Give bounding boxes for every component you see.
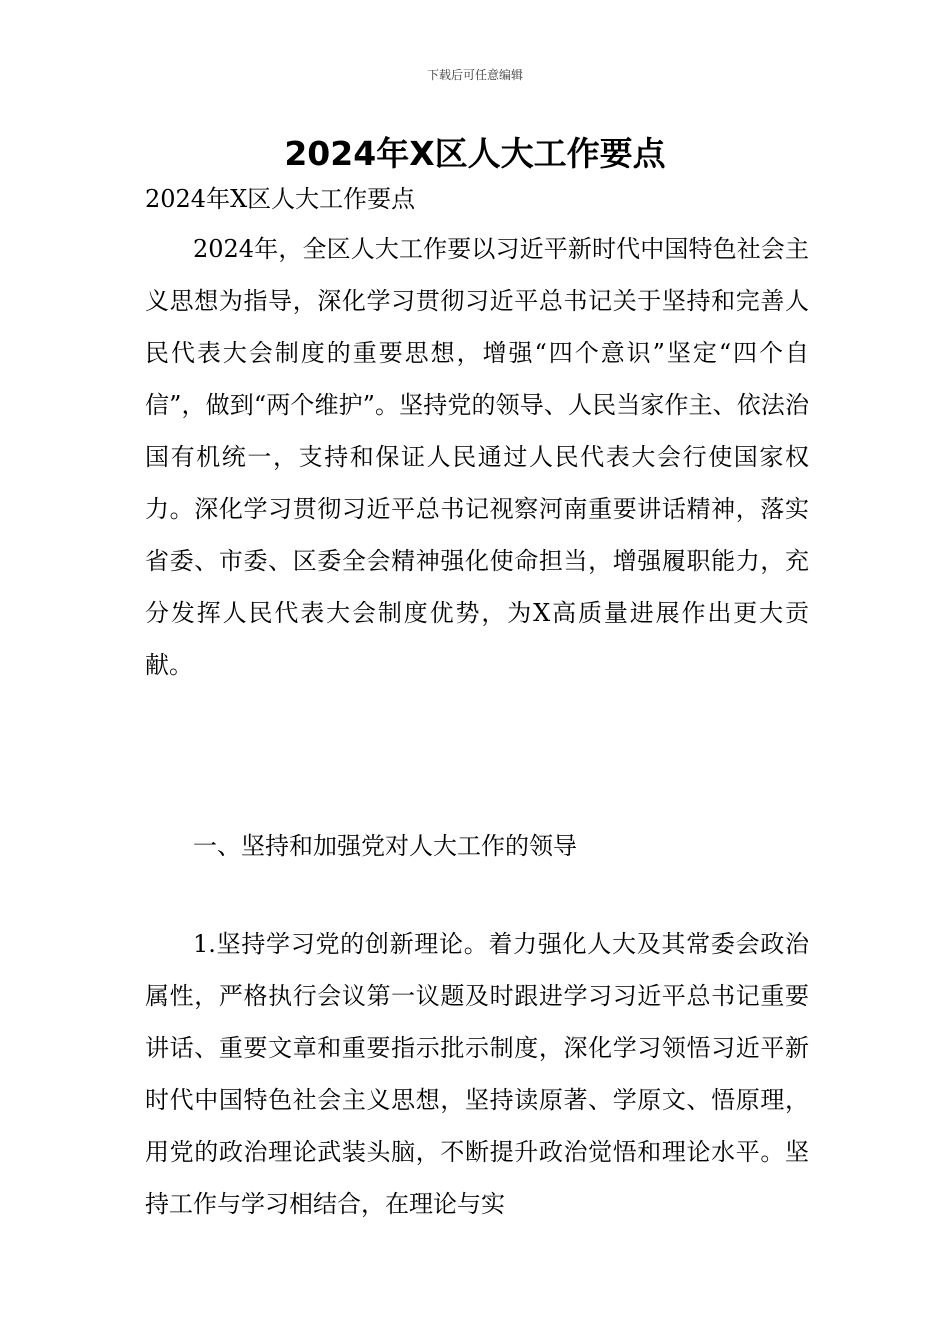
item-paragraph-1: 1.坚持学习党的创新理论。着力强化人大及其常委会政治属性，严格执行会议第一议题及时跟进学习习近平总书记重要讲话、重要文章和重要指示批示制度，深化学习领悟习近平新时代中国特色社会主义思想，坚持读原著、学原文、悟原理，用党的政治理论武装头脑，不断提升政治觉悟和理论水平。坚持工作与学习相结合，在理论与实 xyxy=(145,930,809,1218)
document-subtitle: 2024年X区人大工作要点 xyxy=(145,185,416,213)
intro-paragraph: 2024年，全区人大工作要以习近平新时代中国特色社会主义思想为指导，深化学习贯彻习近平总书记关于坚持和完善人民代表大会制度的重要思想，增强“四个意识”坚定“四个自信”，做到“两个维护”。坚持党的领导、人民当家作主、依法治国有机统一，支持和保证人民通过人民代表大会行使国家权力。深化学习贯彻习近平总书记视察河南重要讲话精神，落实省委、市委、区委全会精神强化使命担当，增强履职能力，充分发挥人民代表大会制度优势，为X高质量进展作出更大贡献。 xyxy=(145,235,809,679)
page-header-note: 下载后可任意编辑 xyxy=(426,68,523,82)
section-heading-1: 一、坚持和加强党对人大工作的领导 xyxy=(193,832,577,860)
document-title: 2024年X区人大工作要点 xyxy=(284,134,666,173)
